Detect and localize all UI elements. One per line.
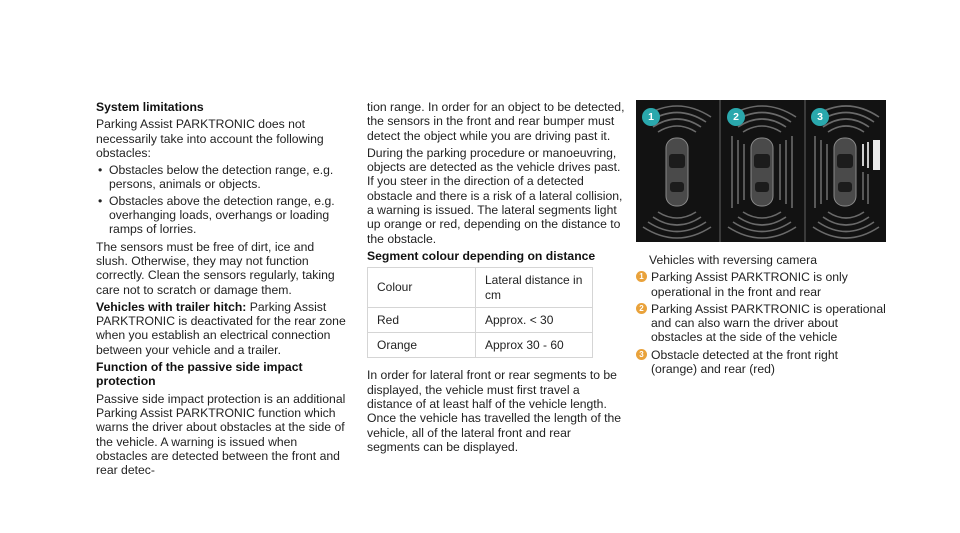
column-3 bbox=[636, 100, 886, 379]
legend-item bbox=[636, 302, 886, 345]
detection-range-text: tion range. In order for an object to be detected, the sensors in the front and rear bumper must detect the object while you are driving past it. bbox=[367, 100, 625, 143]
figure-badge-3: 3 bbox=[811, 108, 829, 126]
table-cell: Red bbox=[368, 307, 476, 332]
segment-display-text: In order for lateral front or rear segments to be displayed, the vehicle must first travel a distance of at least half of the vehicle length. Once the vehicle has travelled the length of the vehicle, all of the lateral front and rear segments can be displayed. bbox=[367, 368, 622, 454]
passive-protection-text: Passive side impact protection is an additional Parking Assist PARKTRONIC function which warns the driver about obstacles at the side of the vehicle. A warning is issued when obstacles are detected between the front and rear detec- bbox=[96, 391, 346, 478]
legend-item bbox=[636, 348, 886, 377]
legend-text: Parking Assist PARKTRONIC is operational and can also warn the driver about obstacles at the side of the vehicle bbox=[651, 301, 886, 345]
trailer-text: Parking Assist PARKTRONIC is deactivated for the rear zone when you establish an electrical connection between your vehicle and a trailer. bbox=[96, 299, 346, 357]
list-item: • Obstacles below the detection range, e.g. persons, animals or objects. bbox=[96, 163, 346, 192]
legend-text: Parking Assist PARKTRONIC is only operational in the front and rear bbox=[651, 270, 848, 299]
legend-item bbox=[636, 270, 886, 299]
figure-caption: Vehicles with reversing camera bbox=[649, 253, 817, 267]
table-header-row bbox=[368, 268, 593, 308]
passive-protection-heading: Function of the passive side impact protection bbox=[96, 360, 303, 389]
obstacle-list bbox=[96, 163, 346, 236]
segment-colour-table bbox=[367, 267, 593, 358]
lateral-warning-text: During the parking procedure or manoeuvring, objects are detected as the vehicle drives past. If you steer in the direction of a detected obstacle and there is a risk of a lateral collision, a warning is issued. The lateral segments light up orange or red, depending on the distance to the obstacle. bbox=[367, 145, 623, 246]
list-item: • Obstacles above the detection range, e.g. overhanging loads, overhangs or loading ramps of lorries. bbox=[96, 194, 346, 237]
figure-badge-2: 2 bbox=[727, 108, 745, 126]
table-header-cell: Colour bbox=[368, 268, 476, 308]
legend-text: Obstacle detected at the front right (orange) and rear (red) bbox=[651, 347, 838, 377]
trailer-paragraph bbox=[96, 300, 346, 357]
column-2 bbox=[367, 100, 625, 457]
legend-number-badge: 2 bbox=[636, 303, 647, 314]
segment-colour-heading: Segment colour depending on distance bbox=[367, 248, 596, 263]
system-limitations-heading: System limitations bbox=[96, 100, 204, 114]
limitations-intro: Parking Assist PARKTRONIC does not necessarily take into account the following obstacles: bbox=[96, 117, 324, 160]
sensor-dirt-text: The sensors must be free of dirt, ice and slush. Otherwise, they may not function correctly. Clean the sensors regularly, taking care not to scratch or damage them. bbox=[96, 239, 335, 297]
table-header-cell: Lateral distance in cm bbox=[476, 268, 593, 308]
obstacle-block bbox=[873, 140, 880, 170]
table-cell: Approx 30 - 60 bbox=[476, 333, 593, 358]
table-cell: Orange bbox=[368, 333, 476, 358]
legend-number-badge: 3 bbox=[636, 349, 647, 360]
parktronic-figure bbox=[636, 100, 886, 242]
column-1 bbox=[96, 100, 346, 480]
legend-number-badge: 1 bbox=[636, 271, 647, 282]
trailer-label: Vehicles with trailer hitch: bbox=[96, 299, 247, 314]
table-cell: Approx. < 30 bbox=[476, 307, 593, 332]
figure-badge-1: 1 bbox=[642, 108, 660, 126]
table-row bbox=[368, 307, 593, 332]
table-row bbox=[368, 333, 593, 358]
